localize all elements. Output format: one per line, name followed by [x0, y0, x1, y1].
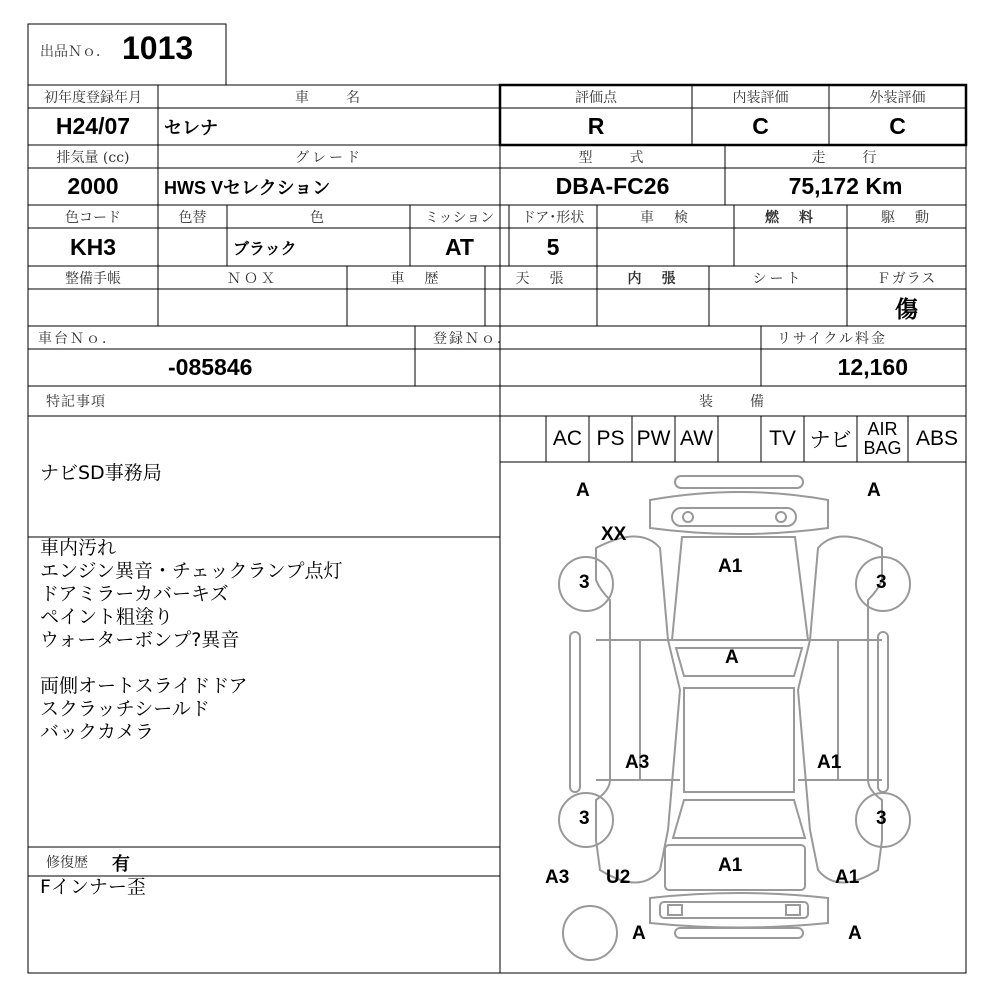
interior-trim-label: 内 張	[627, 270, 679, 287]
displacement-value: 2000	[67, 173, 119, 199]
color-value: ブラック	[233, 240, 297, 258]
grade-label: グレード	[295, 149, 363, 166]
mileage-label: 走 行	[811, 149, 880, 166]
nox-label: ＮＯＸ	[227, 270, 278, 287]
mark-rear-bumper-left: A	[632, 923, 646, 944]
score-label: 評価点	[575, 89, 617, 106]
registration-value	[415, 349, 761, 386]
repaint-label: 色替	[178, 209, 207, 226]
equipment-item-navi: ナビ	[809, 429, 852, 452]
drive-label: 駆 動	[881, 209, 932, 226]
mark-rear-left-corner: A3	[545, 867, 570, 888]
recycle-fee-label: リサイクル料金	[777, 330, 888, 347]
repaint-value	[158, 228, 227, 266]
mileage-value: 75,172 Km	[788, 173, 903, 199]
mark-rear-right-corner: A1	[835, 867, 860, 888]
front-glass-value: 傷	[895, 296, 918, 323]
mark-right-side: A1	[817, 752, 842, 773]
fuel-value	[734, 228, 847, 266]
repair-history-label: 修復歴	[46, 855, 88, 871]
mark-windshield-left: XX	[601, 524, 627, 545]
mark-rear-bumper-right: A	[848, 923, 862, 944]
equipment-label: 装 備	[699, 394, 767, 410]
score-value: R	[587, 113, 605, 139]
exterior-grade-label: 外装評価	[869, 89, 926, 106]
mission-label: ミッション	[424, 209, 495, 226]
interior-grade-label: 内装評価	[732, 89, 789, 106]
tire-front-right-depth: 3	[876, 572, 887, 593]
mission-value: AT	[445, 233, 474, 260]
repair-note: Fインナー歪	[40, 876, 146, 898]
seat-value	[709, 289, 847, 326]
mark-hood: A1	[718, 556, 743, 577]
recycle-fee-value: 12,160	[837, 354, 908, 380]
color-label: 色	[310, 209, 327, 226]
registration-label: 登録Ｎｏ．	[433, 330, 513, 347]
mark-front-right-corner: A	[867, 480, 881, 501]
tire-front-left-depth: 3	[579, 572, 590, 593]
grade-value: HWS Vセレクション	[164, 177, 331, 198]
seat-label: シート	[752, 270, 804, 287]
equipment-item-ac: AC	[552, 427, 583, 450]
roof-value	[485, 289, 597, 326]
fuel-label: 燃 料	[765, 209, 816, 226]
equipment-item-aw: AW	[679, 427, 714, 450]
inspection-value	[597, 228, 734, 266]
service-book-label: 整備手帳	[65, 270, 121, 287]
front-glass-label: Ｆガラス	[876, 270, 937, 287]
first-registration-value: H24/07	[55, 113, 131, 139]
tire-rear-right-depth: 3	[876, 808, 887, 829]
drive-value	[847, 228, 966, 266]
mark-tailgate: A1	[718, 855, 743, 876]
door-value: 5	[546, 233, 560, 260]
history-label: 車 歴	[390, 270, 442, 287]
mark-roof-front: A	[725, 647, 739, 668]
notes-label: 特記事項	[46, 394, 106, 410]
lot-number: 1013	[122, 30, 194, 66]
mark-rear-left-lower: U2	[606, 867, 631, 888]
notes-top: ナビSD事務局	[40, 462, 162, 484]
car-name-label: 車 名	[295, 89, 363, 106]
chassis-value: -085846	[168, 354, 253, 380]
car-name-value: セレナ	[164, 117, 218, 138]
history-value	[347, 289, 485, 326]
service-book-value	[28, 289, 158, 326]
color-code-label: 色コード	[65, 209, 121, 226]
lot-number-label: 出品Ｎｏ．	[40, 44, 110, 60]
equipment-item-ps: PS	[596, 427, 625, 450]
equipment-item-tv: TV	[769, 427, 796, 450]
roof-label: 天 張	[515, 270, 567, 287]
interior-grade-value: C	[752, 113, 769, 139]
equipment-item-abs: ABS	[915, 427, 959, 450]
notes-list: 車内汚れ エンジン異音・チェックランプ点灯 ドアミラーカバーキズ ペイント粗塗り ウォーターボンプ?異音 両側オートスライドドア スクラッチシールド バックカメラ	[40, 537, 343, 743]
equipment-item-blank-2	[718, 416, 761, 462]
nox-value	[158, 289, 347, 326]
door-label: ドア･形状	[521, 209, 585, 226]
first-registration-label: 初年度登録年月	[44, 89, 142, 106]
mark-front-left-corner: A	[576, 480, 590, 501]
equipment-item-blank-1	[500, 416, 546, 462]
model-label: 型 式	[578, 149, 647, 166]
equipment-item-airbag: AIR BAG	[863, 419, 902, 458]
displacement-label: 排気量 (cc)	[56, 149, 130, 166]
interior-trim-value	[597, 289, 709, 326]
equipment-item-pw: PW	[636, 427, 671, 450]
chassis-label: 車台Ｎｏ．	[38, 330, 118, 347]
tire-rear-left-depth: 3	[579, 808, 590, 829]
exterior-grade-value: C	[889, 113, 906, 139]
model-value: DBA-FC26	[555, 173, 670, 199]
repair-history-value: 有	[112, 854, 130, 875]
color-code-value: KH3	[69, 233, 116, 260]
mark-left-side: A3	[625, 752, 650, 773]
inspection-label: 車 検	[640, 209, 691, 226]
